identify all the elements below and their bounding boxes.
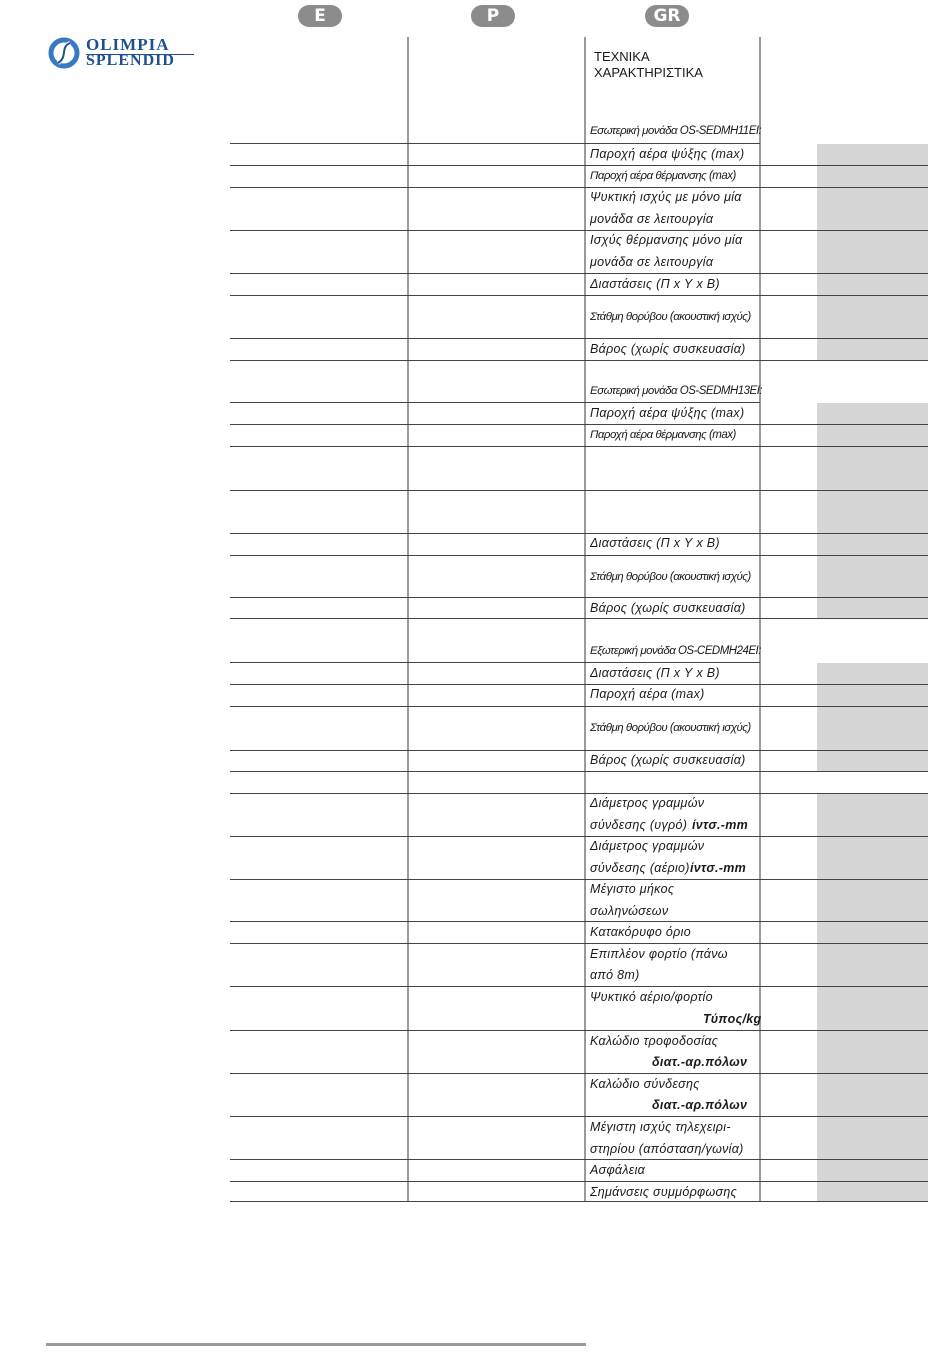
row-divider	[230, 338, 928, 339]
brand-name-line2: SPLENDID	[86, 52, 175, 69]
value-cells-section1	[817, 144, 928, 360]
column-divider	[407, 37, 409, 1201]
heating-power-label-line1: Ισχύς θέρμανσης μόνο μία	[590, 233, 743, 247]
max-pipe-length-label-line1: Μέγιστο μήκος	[590, 882, 675, 896]
compliance-marks-label: Σημάνσεις συμμόρφωσης	[590, 1185, 737, 1199]
row-divider	[230, 943, 928, 944]
row-divider	[230, 986, 928, 987]
section-heading-outdoor-24: Εξωτερική μονάδα OS-CEDMH24EI:	[590, 645, 761, 657]
refrigerant-label: Ψυκτικό αέριο/φορτίο	[590, 990, 713, 1004]
language-tab-gr: GR	[645, 5, 689, 27]
row-divider	[230, 836, 928, 837]
page-title-line2: ΧΑΡΑΚΤΗΡΙΣΤΙΚΑ	[594, 65, 703, 80]
liquid-pipe-unit: ίντσ.-mm	[692, 818, 749, 832]
liquid-pipe-label-line1: Διάμετρος γραμμών	[590, 796, 705, 810]
fuse-label: Ασφάλεια	[590, 1163, 646, 1177]
row-divider	[230, 879, 928, 880]
row-divider	[230, 555, 928, 556]
weight-label: Βάρος (χωρίς συσκευασία)	[590, 342, 746, 356]
gas-pipe-label-line1: Διάμετρος γραμμών	[590, 839, 705, 853]
dimensions-label: Διαστάσεις (Π x Υ x Β)	[590, 666, 720, 680]
row-divider	[230, 1030, 928, 1031]
row-divider	[230, 187, 928, 188]
value-cells-section2	[817, 403, 928, 618]
noise-level-label: Στάθμη θορύβου (ακουστική ισχύς)	[590, 571, 751, 583]
language-tab-e: E	[298, 5, 342, 27]
noise-level-label: Στάθμη θορύβου (ακουστική ισχύς)	[590, 311, 751, 323]
row-divider	[230, 533, 928, 534]
weight-label: Βάρος (χωρίς συσκευασία)	[590, 601, 746, 615]
language-tab-p: P	[471, 5, 515, 27]
row-divider	[230, 771, 928, 772]
extra-charge-label-line2: από 8m)	[590, 968, 640, 982]
extra-charge-label-line1: Επιπλέον φορτίο (πάνω	[590, 947, 728, 961]
brand-emblem-icon	[46, 35, 82, 71]
section-heading-indoor-13: Εσωτερική μονάδα OS-SEDMH13EI:	[590, 385, 763, 397]
column-divider	[584, 37, 586, 1201]
brand-name-line1: OLIMPIA	[86, 35, 170, 54]
cooling-power-label-line2: μονάδα σε λειτουργία	[590, 212, 714, 226]
row-divider	[230, 1073, 928, 1074]
vertical-limit-label: Κατακόρυφο όριο	[590, 925, 691, 939]
footer-rule	[46, 1343, 586, 1346]
page-title-line1: ΤΕΧΝΙΚΑ	[594, 49, 650, 64]
row-divider	[230, 1116, 928, 1117]
row-divider	[230, 1201, 928, 1202]
brand-logo	[46, 35, 196, 73]
row-divider	[230, 684, 928, 685]
row-divider	[230, 618, 928, 619]
liquid-pipe-label-line2: σύνδεσης (υγρό)	[590, 818, 688, 832]
power-cable-label: Καλώδιο τροφοδοσίας	[590, 1034, 719, 1048]
dimensions-label: Διαστάσεις (Π x Υ x Β)	[590, 536, 720, 550]
connection-cable-label: Καλώδιο σύνδεσης	[590, 1077, 700, 1091]
row-divider	[230, 706, 928, 707]
row-divider	[230, 446, 928, 447]
cooling-air-flow-label: Παροχή αέρα ψύξης (max)	[590, 406, 745, 420]
row-divider	[230, 295, 928, 296]
cooling-air-flow-label: Παροχή αέρα ψύξης (max)	[590, 147, 745, 161]
heating-air-flow-label: Παροχή αέρα θέρμανσης (max)	[590, 429, 736, 441]
heating-power-label-line2: μονάδα σε λειτουργία	[590, 255, 714, 269]
row-divider	[230, 750, 928, 751]
row-divider	[230, 424, 928, 425]
max-pipe-length-label-line2: σωληνώσεων	[590, 904, 669, 918]
noise-level-label: Στάθμη θορύβου (ακουστική ισχύς)	[590, 722, 751, 734]
heating-air-flow-label: Παροχή αέρα θέρμανσης (max)	[590, 170, 736, 182]
row-divider	[230, 1159, 928, 1160]
connection-cable-unit: διατ.-αρ.πόλων	[652, 1098, 748, 1112]
cooling-power-label-line1: Ψυκτική ισχύς με μόνο μία	[590, 190, 742, 204]
row-divider	[230, 921, 928, 922]
gas-pipe-label-line2: σύνδεσης (αέριο)	[590, 861, 690, 875]
weight-label: Βάρος (χωρίς συσκευασία)	[590, 753, 746, 767]
value-cells-section3b	[817, 793, 928, 1201]
row-divider	[230, 490, 928, 491]
page-title	[594, 49, 703, 81]
remote-range-label-line1: Μέγιστη ισχύς τηλεχειρι-	[590, 1120, 731, 1134]
remote-range-label-line2: στηρίου (απόσταση/γωνία)	[590, 1142, 744, 1156]
row-divider	[230, 230, 928, 231]
power-cable-unit: διατ.-αρ.πόλων	[652, 1055, 748, 1069]
dimensions-label: Διαστάσεις (Π x Υ x Β)	[590, 277, 720, 291]
refrigerant-unit: Τύπος/kg	[703, 1012, 762, 1026]
section-heading-indoor-11: Εσωτερική μονάδα OS-SEDMH11EI:	[590, 125, 762, 137]
row-divider	[230, 1181, 928, 1182]
row-divider	[230, 793, 928, 794]
row-divider	[230, 597, 928, 598]
gas-pipe-unit: ίντσ.-mm	[690, 861, 747, 875]
row-divider	[230, 360, 928, 361]
row-divider	[230, 273, 928, 274]
row-divider	[230, 165, 928, 166]
value-cells-section3a	[817, 663, 928, 772]
air-flow-label: Παροχή αέρα (max)	[590, 687, 705, 701]
